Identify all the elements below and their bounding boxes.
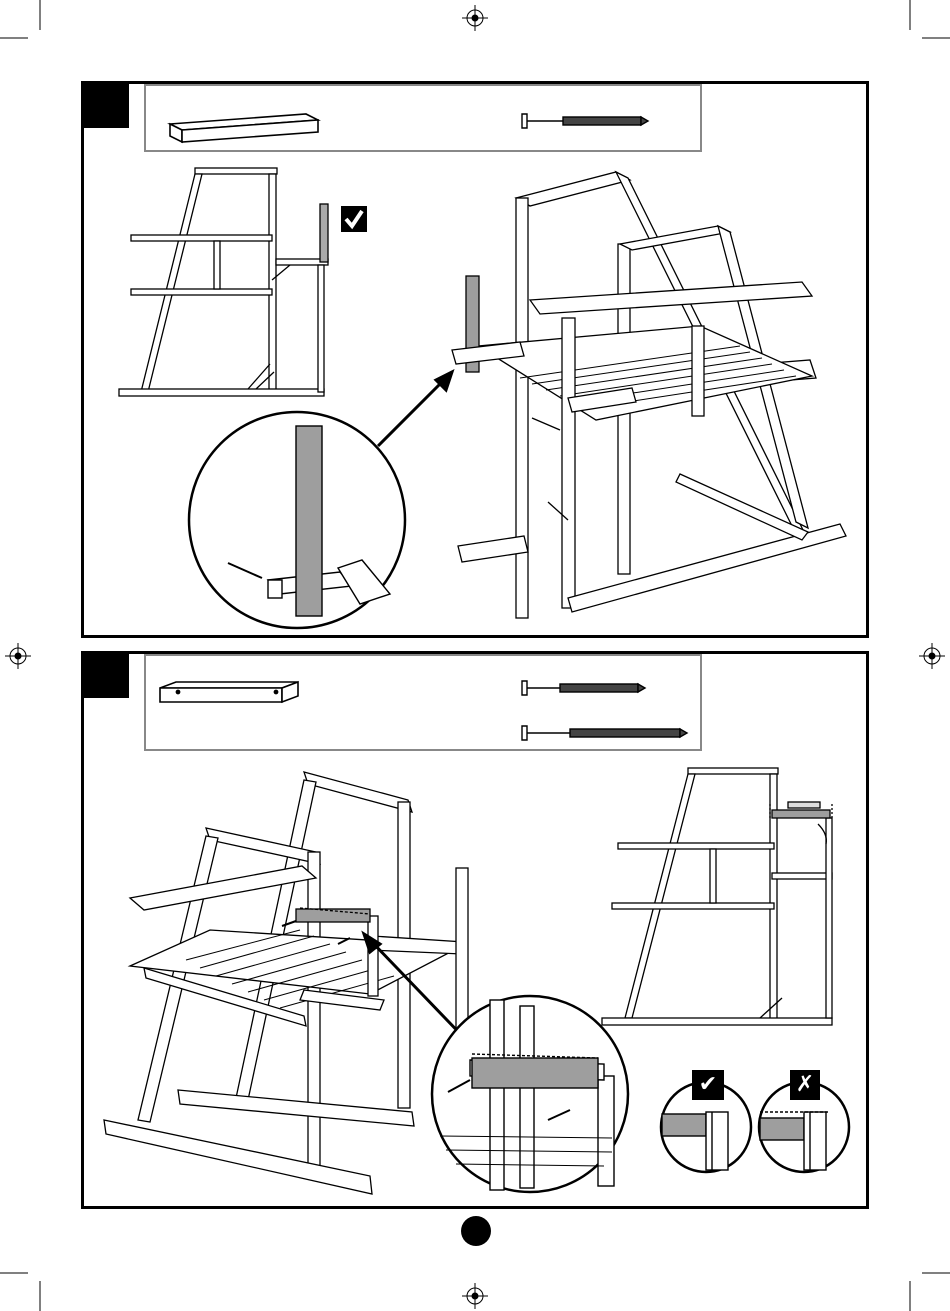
check-mark-icon: ✔ [692, 1070, 724, 1100]
page-number-dot [461, 1216, 491, 1246]
wood-screw-icon [522, 681, 645, 695]
wooden-beam-icon [160, 682, 298, 702]
wood-screw-icon [522, 726, 687, 740]
cross-mark-icon: ✗ [790, 1070, 820, 1100]
side-view-frame-drawing-step-2 [602, 768, 832, 1025]
